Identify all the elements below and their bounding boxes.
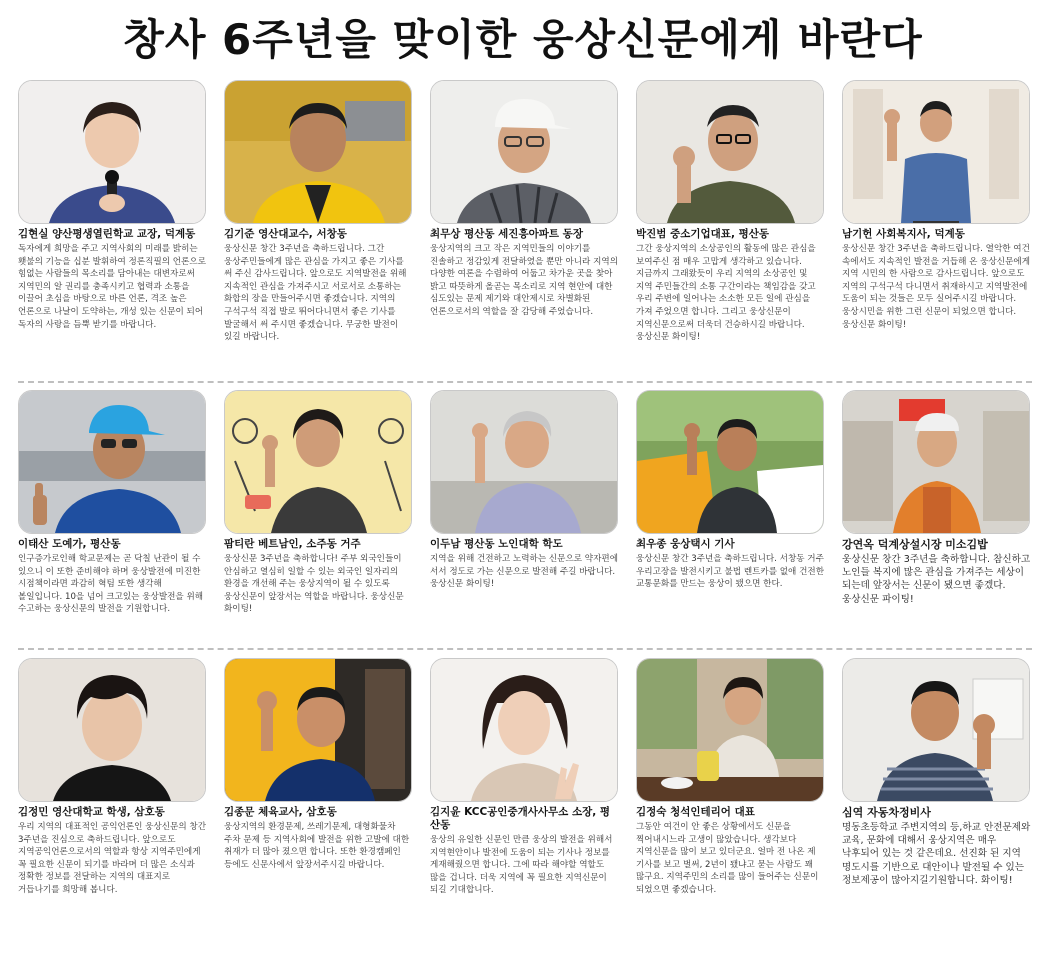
contributor-name: 최우종 웅상택시 기사	[636, 538, 735, 550]
man-blue-shirt-photo	[842, 80, 1030, 224]
man-yellow-jacket-photo	[224, 80, 412, 224]
contributor-card	[224, 658, 414, 871]
contributor-message: 웅상신문 창간 3주년을 축하합니다. 참신하고 노인들 복지에 많은 관심을 가져주는 세상이 되는데 앞장서는 신문이 됐으면 좋겠다. 웅상신문 파이팅!	[842, 554, 1031, 605]
contributor-message: 웅상지역의 환경문제, 쓰레기문제, 대형화물차 주차 문제 등 지역사회에 발전을 위한 고발에 대한 취재가 더 많아 졌으면 합니다. 또한 환경캠페인 등에도 신문사에서 앞장서주시길 바랍니다.	[224, 822, 410, 870]
contributor-name: 강연옥 덕계상설시장 미소김밥	[842, 538, 988, 551]
contributor-message: 명동초등학교 주변지역의 등,하교 안전문제와 교육, 문화에 대해서 웅상지역은 매우 낙후되어 있는 것 같은데요. 선진화 된 지역 명도시를 기반으로 대안이나 발전될 수 있는 정보제공이 많아지길기원합니다. 화이팅!	[842, 822, 1031, 886]
woman-apron-market-photo	[842, 390, 1030, 534]
contributor-card	[224, 80, 414, 344]
contributor-name: 이태산 도예가, 평산동	[18, 538, 121, 550]
contributor-name: 김지윤 KCC공인중개사사무소 소장, 평산동	[430, 806, 611, 831]
contributor-message: 웅상신문 창간 3주년을 축하드립니다. 열악한 여건 속에서도 지속적인 발전을 거듭해 온 웅상신문에게 지역 시민의 한 사람으로 감사드립니다. 앞으로도 지역의 구석구석 다니면서 취재하시고 지역발전에 도움이 되는 것들은 모두 실어주시길 바랍니다. 웅상시민을 위한 그런 신문이 되었으면 합니다. 웅상신문 화이팅!	[842, 244, 1030, 330]
woman-microphone-photo	[18, 80, 206, 224]
elderly-woman-photo	[430, 390, 618, 534]
woman-v-sign-photo	[430, 658, 618, 802]
contributor-card	[842, 80, 1032, 331]
contributor-message: 그동안 여건이 안 좋은 상황에서도 신문을 찍어내시느라 고생이 많았습니다. 생각보다 지역신문을 많이 보고 있더군요. 얼마 전 나온 제 기사를 보고 벌써, 2년이 됐냐고 묻는 사람도 꽤 많구요. 지역주민의 소리를 많이 들어주는 신문이 되었으면 좋겠습니다.	[636, 822, 819, 895]
contributor-card	[636, 658, 826, 897]
contributor-message: 웅상신문 3주년을 축하합니다! 주부 외국인들이 안심하고 열심히 일할 수 있는 외국인 일자리의 환경을 개선해 주는 웅상지역이 될 수 있도록 웅상신문이 앞장서는 역할을 바랍니다. 웅상신문 화이팅!	[224, 554, 404, 615]
contributor-message: 웅상신문 창간 3주년을 축하드립니다. 서창동 거주 우리고장을 발전시키고 불법 렌트카를 없애 건전한 교통문화를 만드는 웅상이 됐으면 한다.	[636, 554, 824, 590]
contributor-message: 독자에게 희망을 주고 지역사회의 미래를 밝히는 횃불의 기능을 십분 발휘하여 정론직필의 언론으로 힘없는 사람들의 목소리를 담아내는 대변자로써 지역민의 알 권리를 충족시키고 협력과 소통을 이끌어 초심을 바탕으로 바른 언론, 격조 높은 언론으로 나날이 도약하는, 개성 있는 신문이 되어 독자의 사랑을 듬뿍 받기를 바랍니다.	[18, 244, 206, 330]
contributor-message: 지역을 위해 건전하고 노력하는 신문으로 약자편에 서서 정도로 가는 신문으로 발전해 주길 바랍니다. 웅상신문 화이팅!	[430, 554, 618, 590]
row-2	[18, 390, 1032, 690]
contributor-card	[18, 80, 208, 331]
contributor-name: 박진범 중소기업대표, 평산동	[636, 228, 770, 240]
woman-drawing-wall-photo	[224, 390, 412, 534]
young-man-portrait-photo	[18, 658, 206, 802]
contributor-card	[430, 80, 620, 319]
contributor-message: 그간 웅상지역의 소상공인의 활동에 많은 관심을 보여주신 점 매우 고맙게 생각하고 있습니다. 지금까지 그래왔듯이 우리 지역의 소상공인 및 지역 주민들간의 소통 구간이라는 책임감을 갖고 우리 주변에 일어나는 소소한 모든 일에 관심을 가져 주었으면 합니다. 그리고 웅상신문이 지역신문으로써 더욱더 건승하시길 바랍니다. 웅상신문 화이팅!	[636, 244, 816, 343]
contributor-message: 우리 지역의 대표적인 공익언론인 웅상신문의 창간 3주년을 진심으로 축하드립니다. 앞으로도 지역공익언론으로서의 역할과 항상 지역주민에게 꼭 필요한 신문이 되기를 바라며 더 많은 소식과 정확한 정보를 전달하는 지역의 대표지로 거듭나기를 희망해 봅니다.	[18, 822, 206, 895]
page-title: 창사 6주년을 맞이한 웅상신문에게 바란다	[123, 15, 923, 64]
contributor-card	[636, 390, 826, 591]
contributor-name: 김정민 영산대학교 학생, 삼호동	[18, 806, 165, 818]
contributor-name: 남기헌 사회복지사, 덕계동	[842, 228, 965, 240]
contributor-name: 김정숙 청석인테리어 대표	[636, 806, 755, 818]
contributor-card	[842, 658, 1032, 887]
contributor-card	[18, 390, 208, 616]
contributor-name: 김기준 영산대교수, 서창동	[224, 228, 347, 240]
contributor-card	[842, 390, 1032, 606]
section-divider	[18, 648, 1032, 650]
contributor-card	[224, 390, 414, 616]
man-blue-cap-photo	[18, 390, 206, 534]
contributor-name: 김종문 체육교사, 삼호동	[224, 806, 337, 818]
contributor-message: 웅상의 유일한 신문인 만큼 웅상의 발전을 위해서 지역현안이나 발전에 도움이 되는 기사나 정보를 게재해줬으면 합니다. 그에 따라 해야할 역할도 많을 겁니다. 더욱 지역에 꼭 필요한 지역신문이 되길 기대합니다.	[430, 835, 613, 896]
contributor-name: 팜티란 베트남인, 소주동 거주	[224, 538, 361, 550]
contributor-card	[636, 80, 826, 344]
man-white-cap-photo	[430, 80, 618, 224]
man-taxi-photo	[636, 390, 824, 534]
row-3	[18, 658, 1032, 958]
contributor-card	[430, 658, 620, 897]
contributor-card	[18, 658, 208, 897]
woman-cafe-photo	[636, 658, 824, 802]
man-glasses-fist-photo	[636, 80, 824, 224]
contributor-message: 웅상신문 창간 3주년을 축하드립니다. 그간 웅상주민들에게 많은 관심을 가지고 좋은 기사를 써 주신 감사드립니다. 앞으로도 지역발전을 위해 지속적인 관심을 가져주시고 서로서로 소통하는 화합의 장을 만들어주시면 좋겠습니다. 지역의 구석구석 직접 발로 뛰어다니면서 좋은 기사를 발굴해서 써 주시면 좋겠습니다. 무궁한 발전이 있길 바랍니다.	[224, 244, 407, 343]
contributor-name: 최무상 평산동 세진흥아파트 동장	[430, 228, 583, 240]
contributor-card	[430, 390, 620, 591]
row-1	[18, 80, 1032, 380]
section-divider	[18, 381, 1032, 383]
contributor-name: 이두남 평산동 노인대학 학도	[430, 538, 563, 550]
contributor-name: 김현실 양산평생열린학교 교장, 덕계동	[18, 228, 196, 240]
contributor-name: 심역 자동차정비사	[842, 806, 931, 819]
contributor-message: 웅상지역의 크고 작은 지역민들의 이야기를 진솔하고 정감있게 전달하였을 뿐만 아니라 지역의 다양한 여론을 수렴하여 어둡고 차가운 곳을 찾아 밝고 따뜻하게 올곧는 목소리로 지역 현안에 대한 심도있는 문제 제기와 대안제시로 차별화된 언론으로서의 역할을 잘 감당해 주었습니다.	[430, 244, 618, 317]
man-striped-shirt-photo	[842, 658, 1030, 802]
contributor-message: 인구증가로인해 학교문제는 곧 닥칠 난관이 될 수 있으니 이 또한 준비해야 하며 웅상발전에 미진한 시점책이라면 과감히 혁팀 또한 생각해 볼일입니다. 10을 넘어 크고있는 웅상발전을 위해 수고하는 웅상신문의 발전을 기원합니다.	[18, 554, 204, 615]
man-fist-yellow-photo	[224, 658, 412, 802]
